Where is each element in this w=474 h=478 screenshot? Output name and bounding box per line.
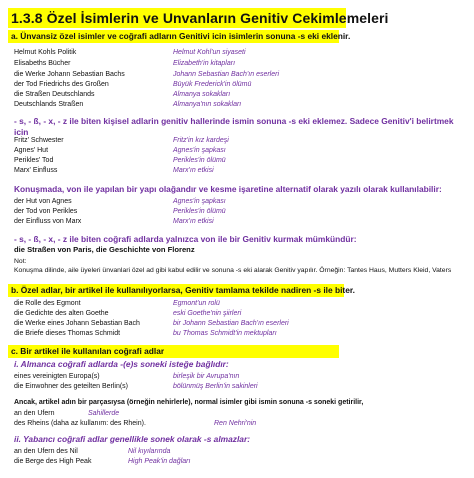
- example-de: des Rheins (daha az kullanım: des Rhein).: [14, 420, 146, 427]
- example-de: Fritz' Schwester: [14, 137, 64, 144]
- example-tr: Nil kıyılarında: [128, 448, 171, 455]
- bold-example: die Straßen von Paris, die Geschichte von Florenz: [14, 245, 195, 254]
- example-de: der Einfluss von Marx: [14, 218, 82, 225]
- example-tr: Agnes'in şapkası: [173, 198, 226, 205]
- example-de: der Tod Friedrichs des Großen: [14, 81, 109, 88]
- sub-heading: ii. Yabancı coğrafi adlar genellikle sonek olarak -s almazlar:: [14, 434, 250, 444]
- example-de: die Gedichte des alten Goethe: [14, 310, 109, 317]
- example-de: die Berge des High Peak: [14, 458, 92, 465]
- example-tr: eski Goethe'nin şiirleri: [173, 310, 242, 317]
- rule-text: Konuşmada, von ile yapılan bir yapı olağandır ve kesme işaretine alternatif olarak yazılı olarak kullanılabilir:: [14, 184, 442, 194]
- example-de: der Hut von Agnes: [14, 198, 72, 205]
- example-tr: Perikles'in ölümü: [173, 157, 226, 164]
- section-c-header: c. Bir artikel ile kullanılan coğrafi adlar: [8, 345, 339, 358]
- example-tr: Marx'ın etkisi: [173, 218, 214, 225]
- example-tr: Johann Sebastian Bach'ın eserleri: [173, 71, 280, 78]
- example-tr: Sahillerde: [88, 410, 120, 417]
- example-de: Marx' Einfluss: [14, 167, 58, 174]
- example-de: die Rolle des Egmont: [14, 300, 81, 307]
- page-title: 1.3.8 Özel İsimlerin ve Unvanların Genitiv Cekimlemeleri: [8, 8, 346, 28]
- rule-text: - s, - ß, - x, - z ile biten coğrafi adlarda yalnızca von ile bir Genitiv kurmak mümkündür:: [14, 234, 357, 244]
- example-tr: Elizabeth'in kitapları: [173, 60, 236, 67]
- example-de: die Einwohner des geteilten Berlin(s): [14, 383, 129, 390]
- example-tr: bölünmüş Berlin'in sakinleri: [173, 383, 258, 390]
- example-de: Agnes' Hut: [14, 147, 49, 154]
- example-de: Helmut Kohls Politik: [14, 49, 77, 56]
- rule-text: Ancak, artikel adın bir parçasıysa (örneğin nehirlerle), normal isimler gibi ismin sonuna -s soneki getirilir,: [14, 399, 364, 406]
- example-tr: Ren Nehri'nin: [214, 420, 257, 427]
- rule-text: - s, - ß, - x, - z ile biten kişisel adlarin genitiv hallerinde ismin sonuna -s eki eklemez. Sadece Genitiv'i belirtmek icin: [14, 116, 454, 137]
- example-tr: Agnes'in şapkası: [173, 147, 226, 154]
- example-de: an den Ufern des Nil: [14, 448, 78, 455]
- example-de: der Tod von Perikles: [14, 208, 78, 215]
- example-de: die Werke Johann Sebastian Bachs: [14, 71, 125, 78]
- example-tr: Büyük Frederick'in ölümü: [173, 81, 252, 88]
- section-b-header: b. Özel adlar, bir artikel ile kullanılıyorlarsa, Genitiv tamlama tekilde nadiren -s ile biter.: [8, 284, 344, 297]
- example-tr: High Peak'in dağları: [128, 458, 191, 465]
- example-tr: Helmut Kohl'un siyaseti: [173, 49, 246, 56]
- example-de: Deutschlands Straßen: [14, 101, 84, 108]
- example-de: die Straßen Deutschlands: [14, 91, 95, 98]
- example-tr: Perikles'in ölümü: [173, 208, 226, 215]
- sub-heading: i. Almanca coğrafi adlarda -(e)s soneki isteğe bağlıdır:: [14, 359, 229, 369]
- note-label: Not:: [14, 258, 27, 265]
- example-tr: birleşik bir Avrupa'nın: [173, 373, 240, 380]
- example-tr: Egmont'un rolü: [173, 300, 220, 307]
- example-tr: Almanya sokakları: [173, 91, 231, 98]
- example-de: die Werke eines Johann Sebastian Bach: [14, 320, 140, 327]
- example-de: Elisabeths Bücher: [14, 60, 71, 67]
- example-de: die Briefe dieses Thomas Schmidt: [14, 330, 121, 337]
- example-de: Perikles' Tod: [14, 157, 54, 164]
- example-tr: bu Thomas Schmidt'in mektupları: [173, 330, 277, 337]
- note-text: Konuşma dilinde, aile üyeleri ünvanlari özel ad gibi kabul edilir ve sonuna -s eki alarak Genitiv yapılır. Örneğin: Tantes Haus, Mutters Kleid, Vaters: [14, 267, 452, 274]
- example-tr: Almanya'nın sokakları: [173, 101, 242, 108]
- example-de: an den Ufern: [14, 410, 55, 417]
- example-de: eines vereinigten Europa(s): [14, 373, 100, 380]
- example-tr: bir Johann Sebastian Bach'ın eserleri: [173, 320, 289, 327]
- section-a-header: a. Ünvansiz özel isimler ve coğrafi adların Genitivi icin isimlerin sonuna -s eki eklenir.: [8, 30, 339, 43]
- example-tr: Marx'ın etkisi: [173, 167, 214, 174]
- example-tr: Fritz'in kız kardeşi: [173, 137, 229, 144]
